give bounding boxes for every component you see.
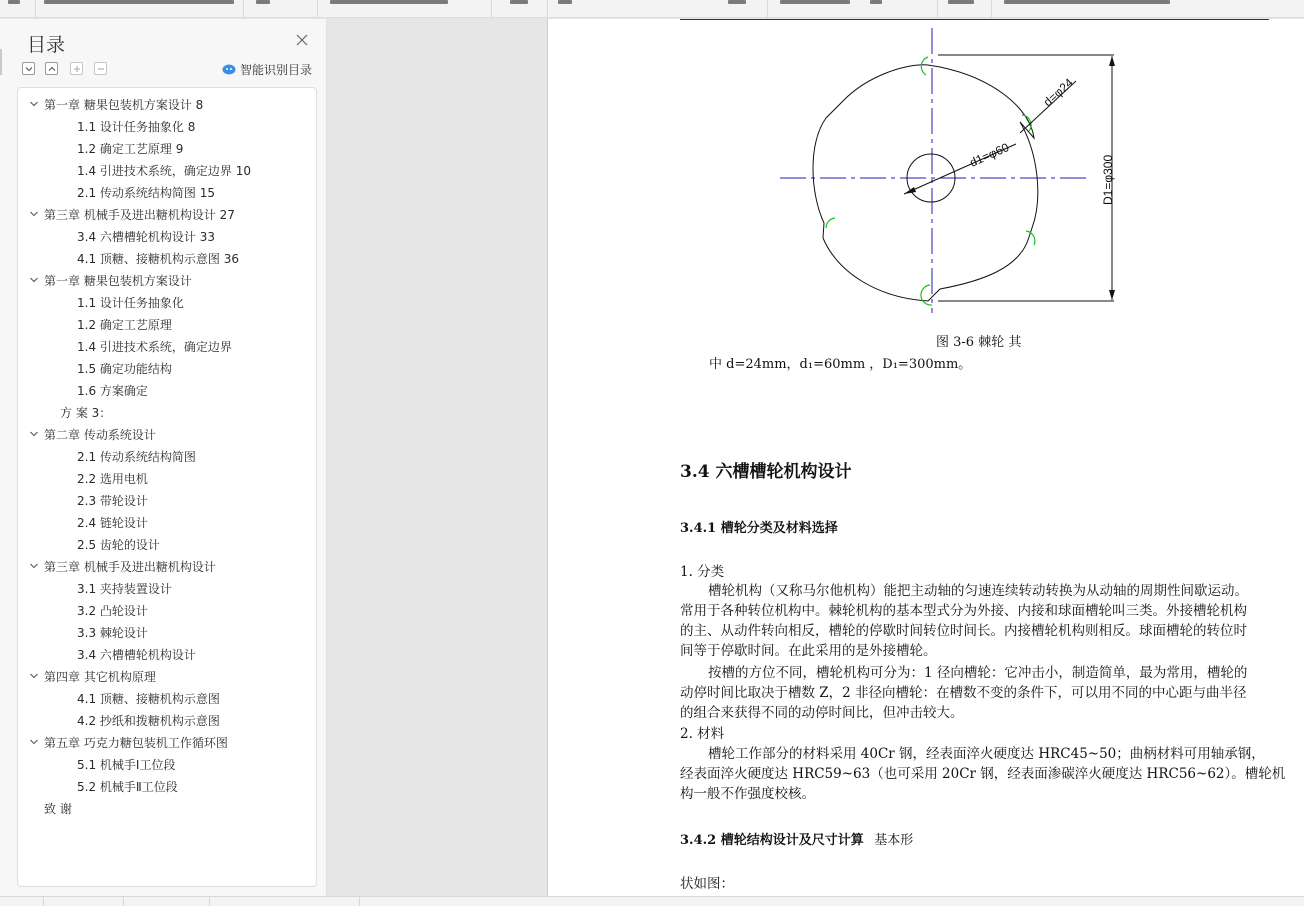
body-text: 槽轮工作部分的材料采用 40Cr 钢，经表面淬火硬度达 HRC45~50；曲柄材料可用轴承钢， [708,746,1265,762]
toc-item[interactable] [77,533,160,555]
toc-item[interactable] [77,709,220,731]
chevron-down-icon[interactable] [29,275,39,285]
toc-item[interactable] [29,269,192,291]
toc-item-label: 第五章 巧克力糖包装机工作循环图 [44,735,228,750]
chevron-down-icon[interactable] [29,737,39,747]
subsection-heading-title: 3.4.2 槽轮结构设计及尺寸计算 [680,833,864,848]
figure-caption-continued: 中 d=24mm，d₁=60mm ，D₁=300mm。 [709,357,972,372]
toc-item[interactable] [77,137,183,159]
status-segment[interactable] [210,897,360,906]
toc-item[interactable] [77,313,172,335]
body-text: 构一般不作强度校核。 [680,786,815,802]
toc-item[interactable] [77,291,184,313]
toc-item-label: 第三章 机械手及进出糖机构设计 27 [44,207,235,222]
subsection-heading: 3.4.1 槽轮分类及材料选择 [680,521,838,536]
toc-item-label: 1.6 方案确定 [77,383,148,398]
collapse-all-button[interactable] [45,62,58,75]
smart-toc-button[interactable] [222,61,312,77]
toc-item[interactable] [29,797,72,819]
document-page [547,19,1304,896]
status-segment[interactable] [44,897,124,906]
list-heading: 1. 分类 [680,564,725,580]
remove-heading-button[interactable] [94,62,107,75]
minus-icon [96,64,106,74]
toc-item[interactable] [77,357,172,379]
toc-item[interactable] [77,379,148,401]
toc-title: 目录 [27,34,66,56]
list-heading: 2. 材料 [680,726,725,742]
expand-all-button[interactable] [22,62,35,75]
body-text: 常用于各种转位机构中。棘轮机构的基本型式分为外接、内接和球面槽轮叫三类。外接槽轮机构 [680,603,1247,619]
body-text: 槽轮机构（又称马尔他机构）能把主动轴的匀速连续转动转换为从动轴的周期性间歇运动。 [708,583,1248,599]
toc-item[interactable] [29,731,228,753]
chevron-down-icon[interactable] [29,561,39,571]
d1-label: d1=φ60 [967,140,1012,170]
toc-item[interactable] [77,511,148,533]
toc-item-label: 2.2 选用电机 [77,471,148,486]
arrow-head [904,187,916,194]
toc-item-label: 第二章 传动系统设计 [44,427,156,442]
plus-icon [72,64,82,74]
toc-item-label: 第三章 机械手及进出糖机构设计 [44,559,216,574]
toc-item[interactable] [29,555,216,577]
status-segment[interactable] [124,897,210,906]
D1-label: D1=φ300 [1101,154,1115,205]
body-text: 经表面淬火硬度达 HRC59~63（也可采用 20Cr 钢，经表面渗碳淬火硬度达 HRC56~62）。槽轮机 [680,766,1286,782]
toc-item-label: 1.4 引进技术系统，确定边界 [77,339,232,354]
toc-item-label: 2.3 带轮设计 [77,493,148,508]
tooth-arc [921,285,932,305]
toc-item-label: 4.1 顶糖、接糖机构示意图 36 [77,251,239,266]
chevron-down-icon[interactable] [29,99,39,109]
body-text: 动停时间比取决于槽数 Z，2 非径向槽轮：在槽数不变的条件下，可以用不同的中心距与曲半径 [680,685,1247,701]
toc-item[interactable] [77,775,178,797]
toc-item-label: 3.2 凸轮设计 [77,603,148,618]
body-text: 间等于停歇时间。在此采用的是外接槽轮。 [680,643,937,659]
tooth-arc [826,218,835,228]
toc-item-label: 1.5 确定功能结构 [77,361,172,376]
toc-item[interactable] [77,489,148,511]
toc-item-label: 2.4 链轮设计 [77,515,148,530]
toc-item[interactable] [77,753,175,775]
toc-item[interactable] [29,665,156,687]
toc-list [17,87,317,887]
toc-item-label: 1.2 确定工艺原理 9 [77,141,184,156]
ai-cloud-icon [222,63,236,75]
toc-item[interactable] [77,181,215,203]
section-heading: 3.4 六槽槽轮机构设计 [680,462,852,482]
close-icon [294,32,310,48]
toc-item-label: 3.4 六槽槽轮机构设计 33 [77,229,215,244]
toc-item-label: 第一章 糖果包装机方案设计 [44,273,192,288]
toc-item[interactable] [77,159,251,181]
tooth-arc [921,57,928,75]
d-label: d=φ24 [1040,75,1076,110]
status-segment[interactable] [0,897,44,906]
page-top-rule [680,19,1269,20]
body-text: 的主、从动件转向相反，槽轮的停歇时间转位时间长。内接槽轮机构则相反。球面槽轮的转位时 [680,623,1247,639]
toc-item-label: 2.1 传动系统结构简图 15 [77,185,215,200]
toc-item[interactable] [77,225,215,247]
toc-item[interactable] [29,203,235,225]
top-toolbar [0,0,1304,18]
toc-item-label: 1.1 设计任务抽象化 [77,295,184,310]
toc-item-label: 3.3 棘轮设计 [77,625,148,640]
toc-item-label: 1.1 设计任务抽象化 8 [77,119,196,134]
close-panel-button[interactable] [294,32,310,48]
toc-item[interactable] [77,577,172,599]
toc-item-label: 1.2 确定工艺原理 [77,317,172,332]
toc-item-label: 4.1 顶糖、接糖机构示意图 [77,691,220,706]
arrow-head [1109,290,1115,300]
body-text: 按槽的方位不同，槽轮机构可分为：1 径向槽轮：它冲击小，制造简单，最为常用，槽轮的 [708,665,1248,681]
toc-item[interactable] [60,401,111,423]
toc-panel [0,19,327,896]
add-heading-button[interactable] [70,62,83,75]
chevron-down-icon [24,64,34,74]
body-text: 状如图： [680,876,734,892]
toc-item-label: 第四章 其它机构原理 [44,669,156,684]
chevron-up-icon [47,64,57,74]
chevron-down-icon[interactable] [29,209,39,219]
ratchet-figure [768,23,1148,333]
toc-item[interactable] [77,445,196,467]
toc-item-label: 第一章 糖果包装机方案设计 8 [44,97,204,112]
subsection-heading [680,829,913,848]
toc-item-label: 2.5 齿轮的设计 [77,537,160,552]
toc-item[interactable] [77,467,148,489]
smart-toc-label: 智能识别目录 [240,62,313,77]
toc-item-label: 2.1 传动系统结构简图 [77,449,196,464]
toc-item[interactable] [77,621,148,643]
toc-item-label: 3.1 夹持装置设计 [77,581,172,596]
toc-item-label: 1.4 引进技术系统，确定边界 10 [77,163,251,178]
toc-item[interactable] [77,599,148,621]
toc-item[interactable] [77,643,196,665]
chevron-down-icon[interactable] [29,429,39,439]
toc-item[interactable] [29,93,203,115]
chevron-down-icon[interactable] [29,671,39,681]
panel-resize-handle[interactable] [0,49,2,75]
toc-item[interactable] [29,423,156,445]
toc-item[interactable] [77,115,195,137]
body-text: 的组合来获得不同的动停时间比，但冲击较大。 [680,705,964,721]
toc-item[interactable] [77,335,232,357]
toc-item-label: 致 谢 [44,801,72,816]
toc-item-label: 5.1 机械手Ⅰ工位段 [77,757,176,772]
figure-caption: 图 3-6 棘轮 其 [936,335,1022,350]
arrow-head [1109,56,1115,66]
toc-item-label: 3.4 六槽槽轮机构设计 [77,647,196,662]
ratchet-outline [813,65,1038,301]
toc-item-label: 4.2 抄纸和拨糖机构示意图 [77,713,220,728]
status-bar [0,896,1304,906]
subsection-heading-tail: 基本形 [874,833,914,848]
toc-item[interactable] [77,247,239,269]
toc-item-label: 方 案 3： [60,405,112,420]
toc-item-label: 5.2 机械手Ⅱ工位段 [77,779,178,794]
toc-item[interactable] [77,687,220,709]
